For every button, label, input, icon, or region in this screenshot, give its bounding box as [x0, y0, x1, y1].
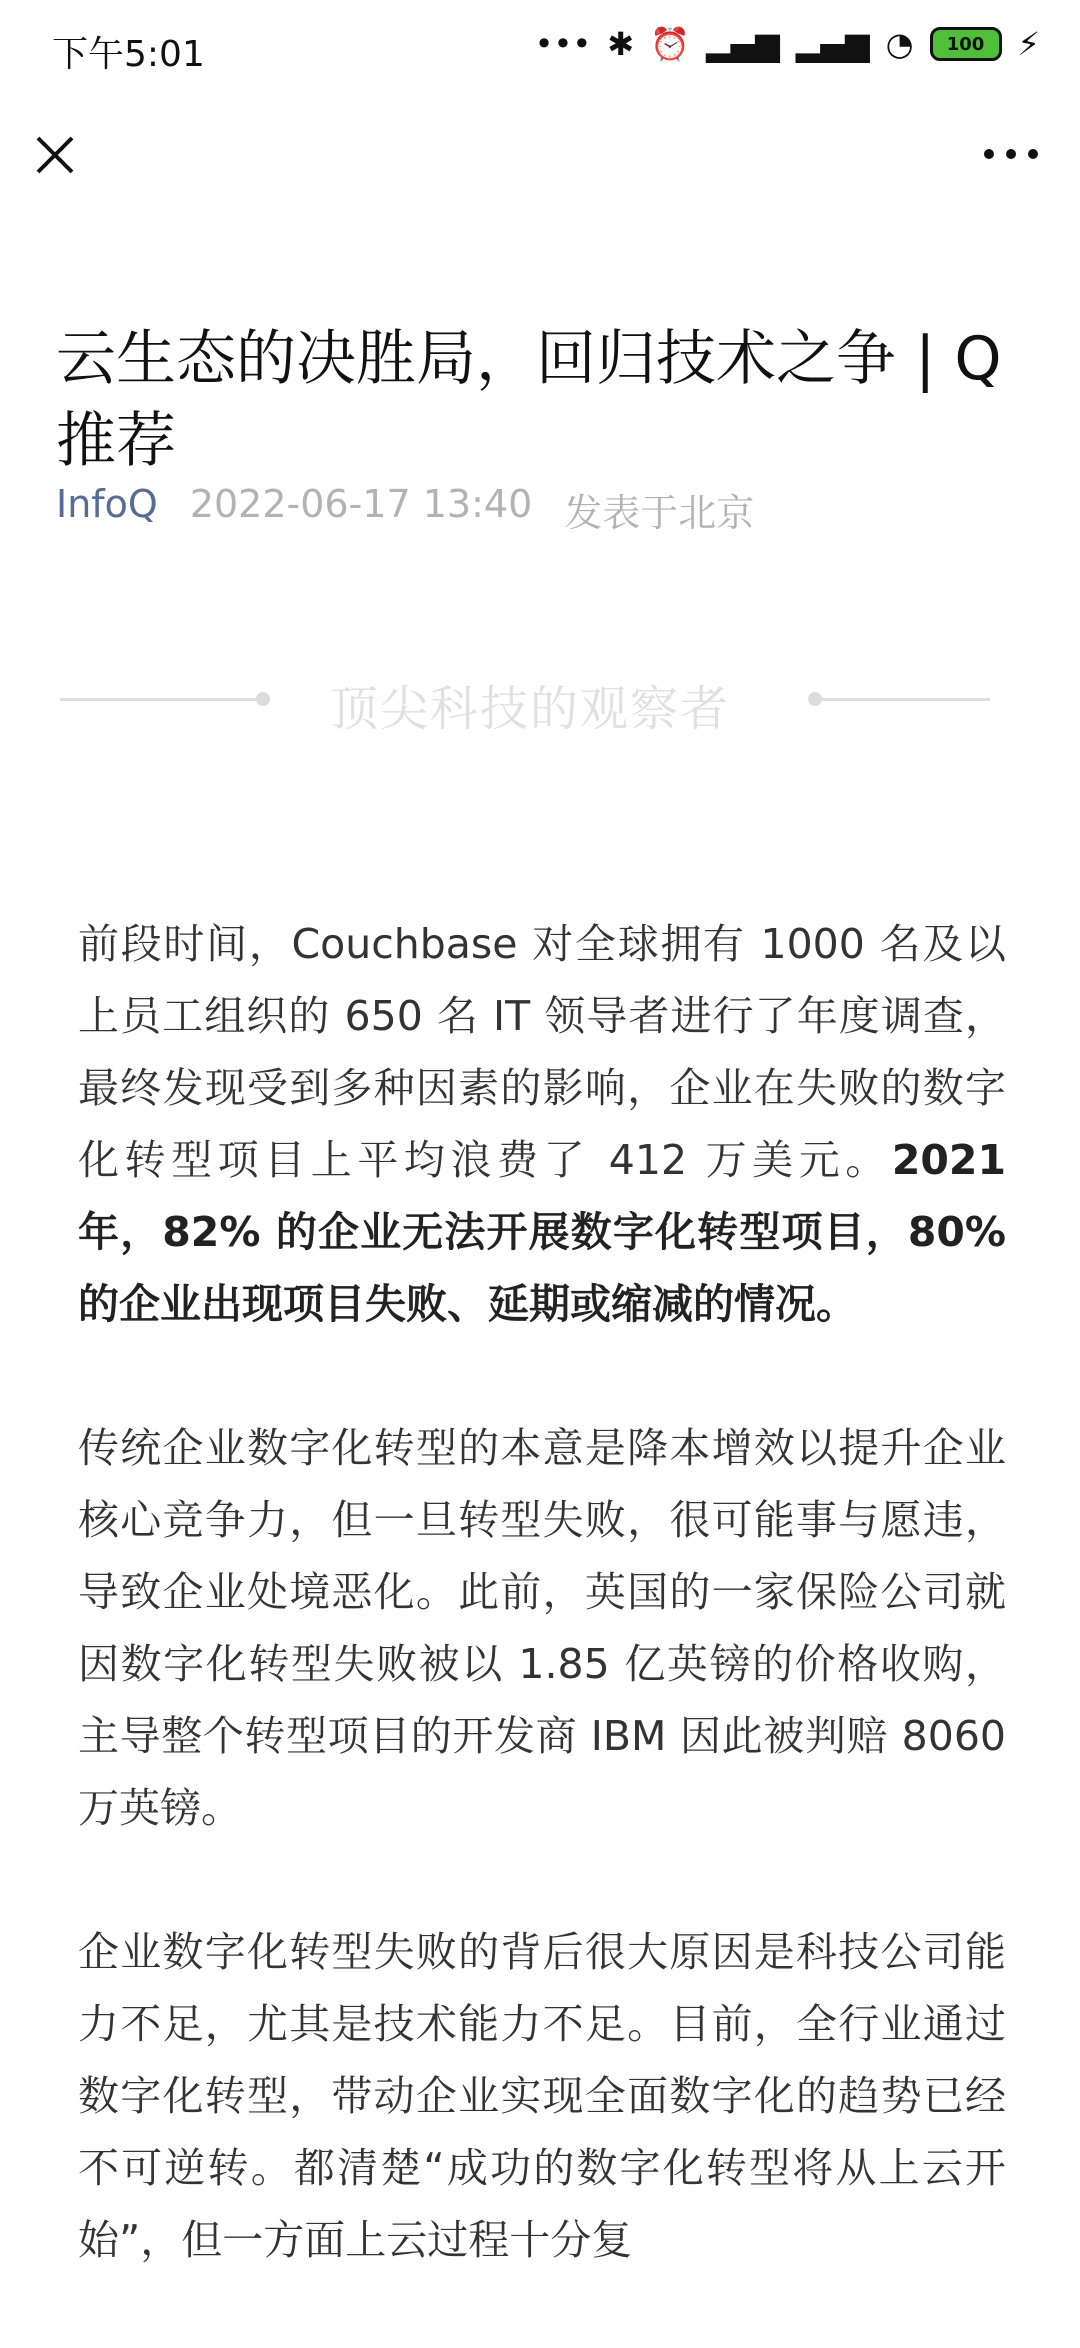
header-banner	[60, 640, 990, 760]
publish-location: 发表于北京	[564, 491, 755, 535]
more-button[interactable]	[984, 142, 1044, 166]
banner-dot-left	[256, 692, 270, 706]
author-link[interactable]: InfoQ	[56, 482, 158, 526]
paragraph-1-text: 前段时间，Couchbase 对全球拥有 1000 名及以上员工组织的 650 名 IT 领导者进行了年度调查，最终发现受到多种因素的影响，企业在失败的数字化转型项目上平均浪费了 412 万美元。	[78, 920, 1006, 1184]
paragraph-1	[78, 908, 1006, 1340]
banner-line-left	[60, 698, 260, 701]
close-button[interactable]	[30, 130, 80, 180]
close-icon	[30, 130, 80, 180]
more-dot	[984, 149, 994, 159]
publish-date: 2022-06-17 13:40	[189, 482, 533, 526]
charging-icon: ⚡	[1017, 25, 1040, 63]
paragraph-3: 企业数字化转型失败的背后很大原因是科技公司能力不足，尤其是技术能力不足。目前，全行业通过数字化转型，带动企业实现全面数字化的趋势已经不可逆转。都清楚“成功的数字化转型将从上云开始”，但一方面上云过程十分复	[78, 1928, 1006, 2264]
more-dot	[1006, 149, 1016, 159]
paragraph-1-bold: 2021 年，82% 的企业无法开展数字化转型项目，80% 的企业出现项目失败、延期或缩减的情况。	[78, 1136, 1006, 1328]
alarm-icon: ⏰	[650, 25, 690, 63]
article-title: 云生态的决胜局，回归技术之争 | Q 推荐	[56, 324, 1002, 477]
more-dots-icon: •••	[534, 25, 592, 63]
signal-icon-2: ▂▄▆	[795, 25, 870, 63]
paragraph-2: 传统企业数字化转型的本意是降本增效以提升企业核心竞争力，但一旦转型失败，很可能事与愿违，导致企业处境恶化。此前，英国的一家保险公司就因数字化转型失败被以 1.85 亿英镑的价格收购，主导整个转型项目的开发商 IBM 因此被判赔 8060 万英镑。	[78, 1424, 1006, 1832]
bluetooth-icon: ✱	[607, 25, 635, 63]
more-dot	[1028, 149, 1038, 159]
wifi-icon: ◔	[885, 25, 914, 63]
status-bar	[0, 0, 1080, 96]
battery-icon: 100	[930, 27, 1002, 61]
status-time: 下午5:01	[52, 34, 205, 75]
banner-text: 顶尖科技的观察者	[330, 681, 731, 737]
status-icons	[535, 24, 1040, 64]
article-meta	[56, 482, 754, 537]
banner-line-right	[820, 698, 990, 701]
signal-icon: ▂▄▆	[705, 25, 780, 63]
article-body	[78, 908, 1006, 2348]
